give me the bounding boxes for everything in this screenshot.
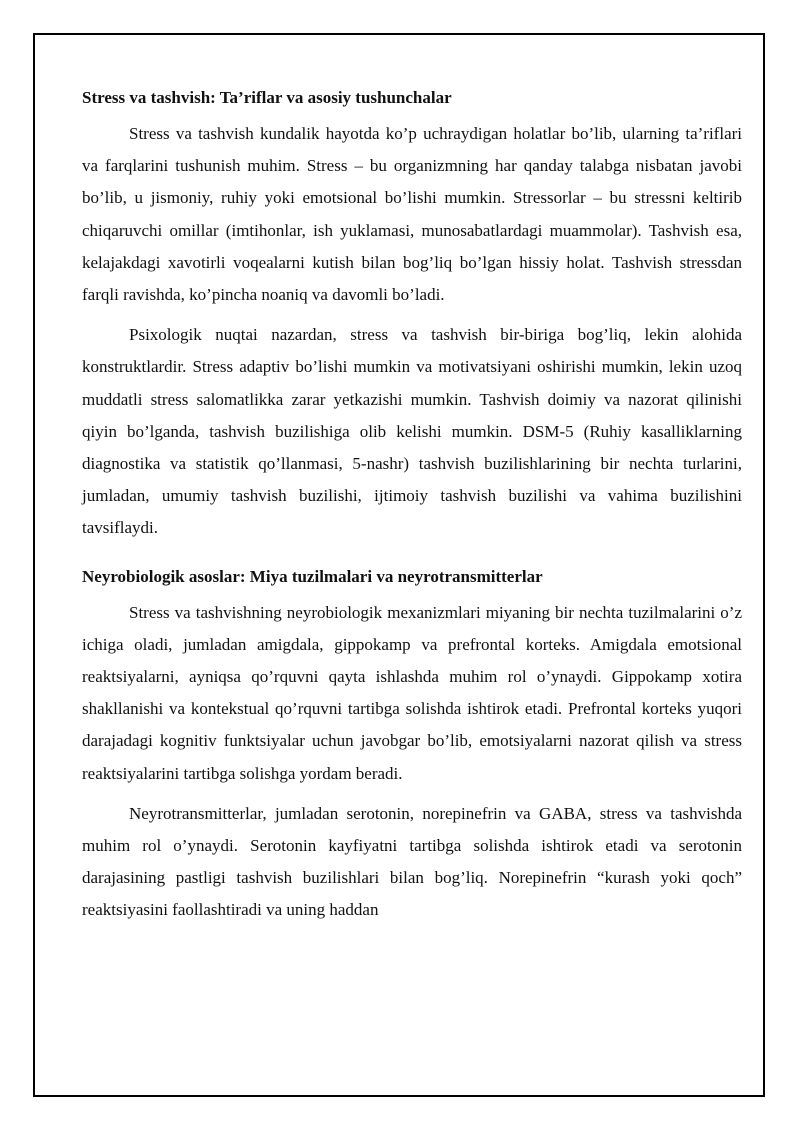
paragraph: Stress va tashvish kundalik hayotda ko’p uchraydigan holatlar bo’lib, ularning ta’riflari va farqlarini tushunish muhim. Stress – bu organizmning har qanday talabga nisbatan javobi bo’lib, u jismoniy, ruhiy yoki emotsional bo’lishi mumkin. Stressorlar – bu stressni keltirib chiqaruvchi omillar (imtihonlar, ish yuklamasi, munosabatlardagi muammolar). Tashvish esa, kelajakdagi xavotirli voqealarni kutish bilan bog’liq bo’lgan hissiy holat. Tashvish stressdan farqli ravishda, ko’pincha noaniq va davomli bo’ladi.: [82, 124, 742, 305]
paragraph: Stress va tashvishning neyrobiologik mexanizmlari miyaning bir nechta tuzilmalarini o’z ichiga oladi, jumladan amigdala, gippokamp va prefrontal korteks. Amigdala emotsional reaktsiyalarni, ayniqsa qo’rquvni qayta ishlashda muhim rol o’ynaydi. Gippokamp xotira shakllanishi va kontekstual qo’rquvni tartibga solishda ishtirok etadi. Prefrontal korteks yuqori darajadagi kognitiv funktsiyalar uchun javobgar bo’lib, emotsiyalarni nazorat qilish va stress reaktsiyalarini tartibga solishga yordam beradi.: [82, 602, 742, 783]
paragraph: Psixologik nuqtai nazardan, stress va tashvish bir-biriga bog’liq, lekin alohida konstruktlardir. Stress adaptiv bo’lishi mumkin va motivatsiyani oshirishi mumkin, lekin uzoq muddatli stress salomatlikka zarar yetkazishi mumkin. Tashvish doimiy va nazorat qilinishi qiyin bo’lganda, tashvish buzilishiga olib kelishi mumkin. DSM-5 (Ruhiy kasalliklarning diagnostika va statistik qo’llanmasi, 5-nashr) tashvish buzilishlarining bir nechta turlarini, jumladan, umumiy tashvish buzilishi, ijtimoiy tashvish buzilishi va vahima buzilishini tavsiflaydi.: [82, 325, 742, 538]
document-body: [82, 86, 742, 927]
section-heading-stress-definitions: Stress va tashvish: Ta’riflar va asosiy tushunchalar: [82, 88, 452, 107]
paragraph: Neyrotransmitterlar, jumladan serotonin, norepinefrin va GABA, stress va tashvishda muhim rol o’ynaydi. Serotonin kayfiyatni tartibga solishda ishtirok etadi va serotonin darajasining pastligi tashvish buzilishlari bilan bog’liq. Norepinefrin “kurash yoki qoch” reaktsiyasini faollashtiradi va uning haddan: [82, 803, 742, 920]
section-heading-neurobiology: Neyrobiologik asoslar: Miya tuzilmalari va neyrotransmitterlar: [82, 566, 543, 586]
